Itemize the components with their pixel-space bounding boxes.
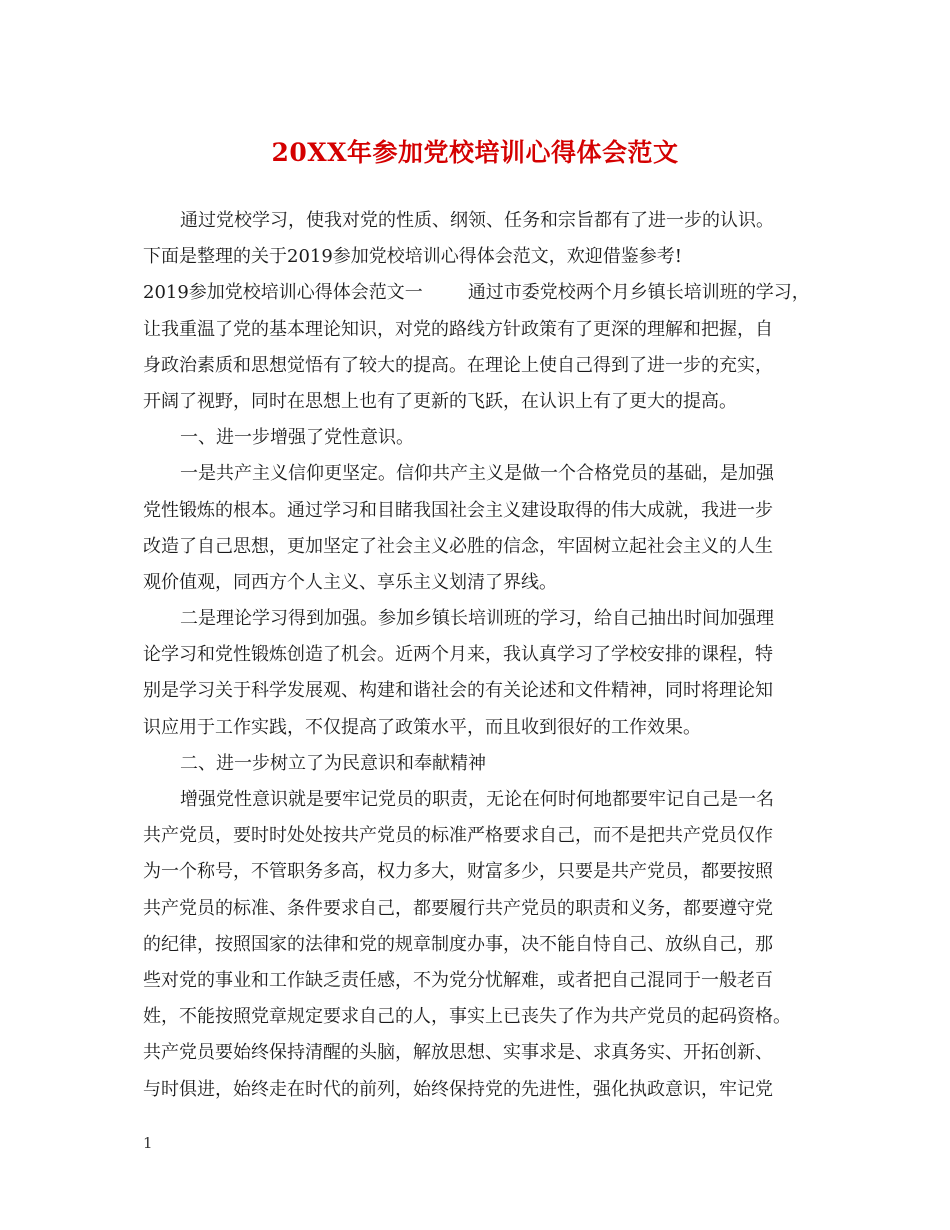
paragraph-line bbox=[143, 275, 823, 311]
paragraph-line: 观价值观，同西方个人主义、享乐主义划清了界线。 bbox=[143, 571, 557, 593]
paragraph-line: 别是学习关于科学发展观、构建和谐社会的有关论述和文件精神，同时将理论知 bbox=[143, 680, 773, 702]
paragraph-line: 下面是整理的关于2019参加党校培训心得体会范文，欢迎借鉴参考! bbox=[143, 246, 683, 268]
paragraph-line: 些对党的事业和工作缺乏责任感，不为党分忧解难，或者把自己混同于一般老百 bbox=[143, 969, 773, 991]
paragraph-line: 党性锻炼的根本。通过学习和目睹我国社会主义建设取得的伟大成就，我进一步 bbox=[143, 499, 773, 521]
document-body bbox=[143, 203, 823, 1108]
paragraph-line: 让我重温了党的基本理论知识，对党的路线方针政策有了更深的理解和把握，自 bbox=[143, 318, 773, 340]
paragraph-line: 为一个称号，不管职务多高，权力多大，财富多少，只要是共产党员，都要按照 bbox=[143, 861, 773, 883]
paragraph-line: 姓，不能按照党章规定要求自己的人，事实上已丧失了作为共产党员的起码资格。 bbox=[143, 1006, 791, 1028]
paragraph-line: 二是理论学习得到加强。参加乡镇长培训班的学习，给自己抽出时间加强理 bbox=[180, 608, 774, 630]
paragraph-line: 论学习和党性锻炼创造了机会。近两个月来，我认真学习了学校安排的课程，特 bbox=[143, 644, 773, 666]
page-number: 1 bbox=[143, 1134, 153, 1152]
paragraph-line: 识应用于工作实践，不仅提高了政策水平，而且收到很好的工作效果。 bbox=[143, 716, 701, 738]
paragraph-line: 的纪律，按照国家的法律和党的规章制度办事，决不能自恃自己、放纵自己，那 bbox=[143, 933, 773, 955]
section-heading: 2019参加党校培训心得体会范文一 bbox=[143, 282, 423, 304]
paragraph-line: 身政治素质和思想觉悟有了较大的提高。在理论上使自己得到了进一步的充实， bbox=[143, 354, 773, 376]
paragraph-line: 开阔了视野，同时在思想上也有了更新的飞跃，在认识上有了更大的提高。 bbox=[143, 390, 737, 412]
paragraph-line: 改造了自己思想，更加坚定了社会主义必胜的信念，牢固树立起社会主义的人生 bbox=[143, 535, 773, 557]
paragraph-line: 一是共产主义信仰更坚定。信仰共产主义是做一个合格党员的基础，是加强 bbox=[180, 463, 774, 485]
paragraph-line: 与时俱进，始终走在时代的前列，始终保持党的先进性，强化执政意识，牢记党 bbox=[143, 1078, 773, 1100]
paragraph-line: 共产党员，要时时处处按共产党员的标准严格要求自己，而不是把共产党员仅作 bbox=[143, 825, 773, 847]
paragraph-line: 共产党员的标准、条件要求自己，都要履行共产党员的职责和义务，都要遵守党 bbox=[143, 897, 773, 919]
paragraph-line: 共产党员要始终保持清醒的头脑，解放思想、实事求是、求真务实、开拓创新、 bbox=[143, 1042, 773, 1064]
paragraph-line: 通过党校学习，使我对党的性质、纲领、任务和宗旨都有了进一步的认识。 bbox=[180, 210, 774, 231]
section-heading: 二、进一步树立了为民意识和奉献精神 bbox=[180, 752, 486, 774]
paragraph-text: 通过市委党校两个月乡镇长培训班的学习， bbox=[467, 282, 810, 304]
section-heading: 一、进一步增强了党性意识。 bbox=[180, 427, 414, 449]
document-title: 20XX年参加党校培训心得体会范文 bbox=[271, 138, 679, 167]
paragraph-line: 增强党性意识就是要牢记党员的职责，无论在何时何地都要牢记自己是一名 bbox=[180, 789, 774, 810]
